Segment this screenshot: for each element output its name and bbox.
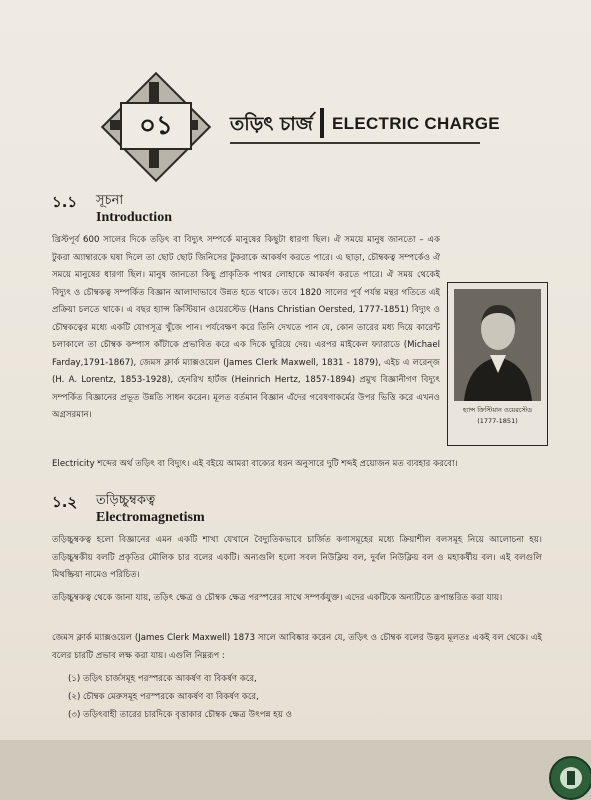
maxwell-paragraph: জেমস ক্লার্ক ম্যাক্সওয়েল (James Clerk Maxwell) 1873 সালে আবিষ্কার করেন যে, তড়িৎ ও চৌম্বক বলের উদ্ভব মূলতঃ একই বল থেকে। এই বলের চারটি প্রভাব লক্ষ করা যায়। এগুলি নিম্নরূপ : <box>52 633 542 661</box>
chapter-title-divider <box>320 108 324 138</box>
chapter-title-underline <box>230 142 480 144</box>
electricity-note-paragraph: Electricity শব্দের অর্থ তড়িৎ বা বিদ্যুৎ। এই বইয়ে আমরা বাক্যের ধরন অনুসারে দুটি শব্দই প্রয়োজন মত ব্যবহার করবো। <box>52 459 458 469</box>
field-relation-paragraph: তড়িচ্চুম্বকত্ব থেকে জানা যায়, তড়িৎ ক্ষেত্র ও চৌম্বক ক্ষেত্র পরস্পরের সাথে সম্পর্কযুক্ত। এদের একটিকে অন্যটিতে রূপান্তরিত করা যায়। <box>52 593 503 603</box>
portrait-caption-years: (1777-1851) <box>477 417 518 425</box>
list-item: (১) তড়িৎ চার্জসমূহ পরস্পরকে আকর্ষণ বা বিকর্ষণ করে, <box>68 674 257 684</box>
chapter-title-bn: তড়িৎ চার্জ <box>230 113 313 135</box>
chapter-number: ০১ <box>120 102 192 150</box>
chapter-title-en: ELECTRIC CHARGE <box>332 114 500 133</box>
section-title-bn: তড়িচ্চুম্বকত্ব <box>96 493 156 508</box>
page-bottom-margin <box>0 740 591 800</box>
portrait-caption <box>450 405 545 427</box>
portrait-figure <box>447 282 548 446</box>
section-title-en: Electromagnetism <box>96 510 205 525</box>
intro-paragraph: খ্রিস্টপূর্ব 600 সালের দিকে তড়িৎ বা বিদ্যুৎ সম্পর্কে মানুষের কিছুটা ধারণা ছিল। ঐ সময়ে মানুষ জানতো – এক টুকরা অ্যাম্বারকে ঘষা দিলে তা ছোট ছোট জিনিসের টুকরাকে আকর্ষণ করতে পারে। এ ছাড়া, চৌম্বকত্ব সম্পর্কেও ঐ সময়ে মানুষের ধারণা ছিল। মানুষ জানতো কিছু প্রাকৃতিক পাথর লোহাকে আকর্ষণ করতে পারে। ঐ সময় থেকেই বিদ্যুৎ ও চৌম্বকত্ব সম্পর্কিত বিজ্ঞান আলাদাভাবে উন্নত হতে থাকে। তবে 1820 সালের পূর্ব পর্যন্ত মন্থর গতিতে এই প্রক্রিয়া চলতে থাকে। এ বছর হ্যান্স ক্রিস্টিয়ান ওয়েরস্টেড (Hans Christian Oersted, 1777-1851) বিদ্যুৎ ও চৌম্বকত্বের মধ্যে একটি যোগসূত্র খুঁজে পান। পর্যবেক্ষণ করে তিনি দেখতে পান যে, কোন তারের মধ্য দিয়ে কারেন্ট চলাকালে তা চৌম্বক কম্পাস কাঁটাকে প্রভাবিত করে এক দিকে ঘুরিয়ে দেয়। এরপর মাইকেল ফ্যারাডে (Michael Farday,1791-1867), জেমস ক্লার্ক ম্যাক্সওয়েল (James Clerk Maxwell, 1831 - 1879), এইচ এ লরেন্জ (H. A. Lorentz, 1853-1928), হেনরিখ হার্টজ (Heinrich Hertz, 1857-1894) প্রমুখ বিজ্ঞানীগণ বিদ্যুৎ সম্পর্কিত বিজ্ঞানের প্রভূত উন্নতি সাধন করেন। মূলত বর্তমান বিজ্ঞান এঁদের গবেষণাকর্মের উপর ভিত্তি করে এখনও অগ্রসরমান। <box>52 235 440 420</box>
electromagnetism-paragraph: তড়িচ্চুম্বকত্ব হলো বিজ্ঞানের এমন একটি শাখা যেখানে বৈদ্যুতিকভাবে চার্জিত কণাসমূহের মধ্যে ক্রিয়াশীল বলসমূহ নিয়ে আলোচনা হয়। তড়িচ্চুম্বকীয় বলটি প্রকৃতির মৌলিক চার বলের একটি। অন্যগুলি হলো সবল নিউক্লিয় বল, দুর্বল নিউক্লিয় বল ও মহাকর্ষীয় বল। এই বলগুলি মিথষ্ক্রিয়া নামেও পরিচিত। <box>52 535 542 580</box>
seal-logo-icon <box>549 756 591 800</box>
portrait-caption-name: হ্যান্স ক্রিস্টিয়ান ওয়েরস্টেড <box>462 406 533 414</box>
effects-list <box>68 670 292 724</box>
section-number: ১.১ <box>52 193 78 211</box>
section-number: ১.২ <box>52 493 78 511</box>
list-item: (২) চৌম্বক মেরুসমূহ পরস্পরকে আকর্ষণ বা বিকর্ষণ করে, <box>68 692 259 702</box>
oersted-portrait-image <box>454 289 541 401</box>
list-item: (৩) তড়িৎবাহী তারের চারদিকে বৃত্তাকার চৌম্বক ক্ষেত্র উৎপন্ন হয় ও <box>68 710 292 720</box>
section-title-en: Introduction <box>96 210 172 225</box>
section-title-bn: সূচনা <box>96 193 124 208</box>
seal-mark <box>567 771 575 785</box>
chapter-header <box>100 70 500 180</box>
